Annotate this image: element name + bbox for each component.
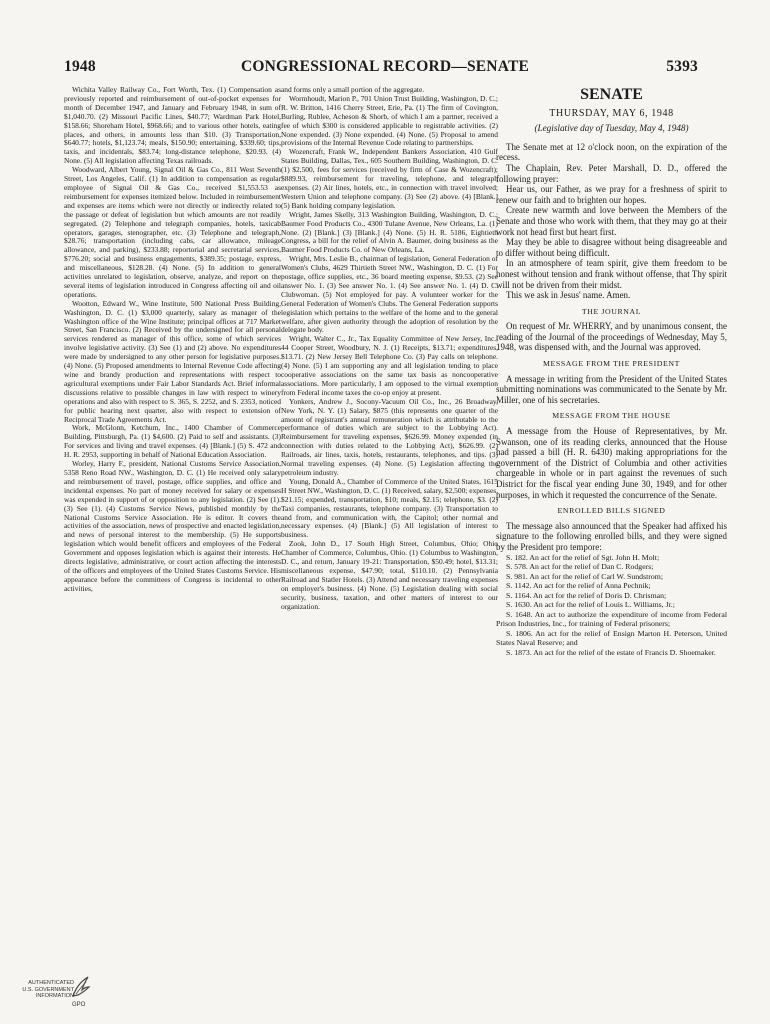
bill-item: S. 1164. An act for the relief of Doris D. Chrisman; — [506, 590, 667, 600]
paragraph: Wichita Valley Railway Co., Fort Worth, Tex. (1) Compensation as previously reported and reimbursement of out-of-pocket expenses for month of December 1947, and January and February 1948, in sum of $1,040.70. (2) Missouri Pacific Lines, $40.77; Wardman Park Hotel, $158.66; Shoreham Hotel, $968.66; and to various other hotels, eating places, and others, in amounts less than $10. (3) Transportation, $640.77; hotels, $1,123.74; meals, $150.90; entertaining, $339.60; tips, taxis, and incidentals, $83.74; long-distance telephone, $20.93. (4) None. (5) All legislation affecting Texas railroads. — [64, 86, 281, 166]
section-heading: MESSAGE FROM THE PRESIDENT — [543, 359, 680, 369]
paragraph: A message from the House of Representatives, by Mr. Swanson, one of its reading clerks, announced that the House had passed a bill (H. R. 6430) making appropriations for the government of the District of Columbia and other activities chargeable in whole or in part against the revenues of such District for the fiscal year ending June 30, 1949, and for other purposes, in which it requested the concurrence of the Senate. — [496, 426, 727, 500]
paragraph: A message in writing from the President of the United States submitting nominations was communicated to the Senate by Mr. Miller, one of his secretaries. — [496, 373, 727, 405]
paragraph: In an atmosphere of team spirit, give them freedom to be honest without tension and frank without offense, that Thy spirit will not be driven from their midst. — [496, 258, 727, 290]
paragraph: Wright, Walter C., Jr., Tax Equality Committee of New Jersey, Inc., 44 Cooper Street, Woodbury, N. J. (1) Receipts, $13.71; expenditures, $13.71. (2) New Jersey Bell Telephone Co. (3) Pay calls on telephone. (4) None. (5) I am supporting any and all legislation tending to place cooperative associations on the same tax basis as noncooperative associations. More particularly, I am opposed to the virtual exemption from Federal income taxes the co-op enjoy at present. — [281, 334, 498, 397]
section-heading: ENROLLED BILLS SIGNED — [557, 506, 666, 516]
gpo-label: GPO — [72, 1002, 86, 1008]
paragraph: Wormhoudt, Marion P., 701 Union Trust Building, Washington, D. C.; R. W. Britton, 1416 Cherry Street, Erie, Pa. (1) The firm of Covington, Burling, Rublee, Acheson & Shorb, of which I am a partner, received a fee of which $300 is considered applicable to registrable activities. (2) None expended. (3) None expended. (4) None. (5) Proposal to amend provisions of the Internal Revenue Code relating to partnerships. — [281, 93, 498, 148]
stamp-text: AUTHENTICATED U.S. GOVERNMENT INFORMATION — [22, 980, 74, 999]
column-left — [64, 86, 281, 956]
paragraph: Wright, James Skelly, 313 Washington Building, Washington, D. C.; Baumer Food Products Co., 4300 Tulane Avenue, New Orleans, La. (1) None. (2) [Blank.] (3) [Blank.] (4) None. (5) H. R. 5186, Eightieth Congress, a bill for the relief of Alvin A. Baumer, doing business as the Baumer Food Products Co. of New Orleans, La. — [281, 209, 498, 255]
bill-item: S. 1630. An act for the relief of Louis L. Williams, Jr.; — [506, 600, 675, 610]
paragraph: Worley, Harry F., president, National Customs Service Association, 5358 Reno Road NW., Washington, D. C. (1) He received only salary and reimbursement of travel, postage, office supplies, and office and incidental expenses. No part of money received for salary or expenses was expended in support of or opposition to any legislation. (2) See (1). (3) See (1). (4) Customs Service News, published monthly by the National Customs Service Association. He is editor. It covers the activities of the association, news of prospective and enacted legislation, and news of personal interest to the membership. (5) He supports legislation which would benefit officers and employees of the Federal Government and opposes legislation which is against their interests. He directs legislative, administrative, or court action affecting the interests of the officers and employees of the United States Customs Service. His appearance before the committees of Congress is incidental to other activities, — [64, 459, 281, 593]
eagle-seal-icon — [70, 974, 92, 1000]
record-title: CONGRESSIONAL RECORD—SENATE — [240, 58, 530, 75]
column-right — [496, 86, 727, 946]
paragraph: The Chaplain, Rev. Peter Marshall, D. D., offered the following prayer: — [496, 162, 727, 184]
page-number: 5393 — [666, 58, 698, 75]
paragraph: Wozencraft, Frank W., Independent Bankers Association, 410 Gulf States Building, Dallas, Tex., 605 Southern Building, Washington, D. C. (1) $2,500, fees for services (received by firm of Case & Wozencraft); $889.93, reimbursement for traveling, telephone, and telegraph expenses. (2) Air lines, hotels, etc., in connection with travel involved; Western Union and telephone company. (3) See (2) above. (4) [Blank.] (5) Bank holding company legislation. — [281, 147, 498, 210]
paragraph: May they be able to disagree without being disagreeable and to differ without being difficult. — [496, 237, 727, 258]
column-middle — [281, 86, 498, 956]
paragraph: The message also announced that the Speaker had affixed his signature to the following enrolled bills, and they were signed by the President pro tempore: — [496, 520, 727, 552]
year: 1948 — [64, 58, 96, 75]
paragraph: Young, Donald A., Chamber of Commerce of the United States, 1615 H Street NW., Washington, D. C. (1) Received, salary, $2,500; expenses, $21.15; expended, transportation, $10; meals, $2.15; telephone, $3. (2) Taxi companies, restaurants, telephone company. (3) Transportation to and from, and communication with, the Capitol; other normal and necessary expenses. (4) [Blank.] (5) All legislation of interest to business. — [281, 476, 498, 540]
paragraph: This we ask in Jesus' name. Amen. — [506, 290, 631, 301]
paragraph: Work, McGlonn, Ketchum, Inc., 1400 Chamber of Commerce Building, Pittsburgh, Pa. (1) $4,600. (2) Paid to self and assistants. (3) For services and living and travel expenses. (4) [Blank.] (5) S. 472 and H. R. 2953, supporting in behalf of National Education Association. — [64, 423, 281, 460]
page-header — [0, 58, 770, 82]
paragraph: Create new warmth and love between the Members of the Senate and those who work with them, that they may go at their work not head first but heart first. — [496, 205, 727, 237]
bill-item: S. 182. An act for the relief of Sgt. John H. Molt; — [506, 552, 660, 562]
bill-item: S. 578. An act for the relief of Dan C. Rodgers; — [506, 562, 654, 572]
paragraph: Yonkers, Andrew J., Socony-Vacuum Oil Co., Inc., 26 Broadway, New York, N. Y. (1) Salary, $875 (this represents one quarter of the amount of registrant's annual remuneration which is attributable to the performance of duties which are subject to the Lobbying Act). Reimbursement for traveling expenses, $626.99. Money expended (in connection with duties related to the Lobbying Act), $626.99. (2) Railroads, air lines, taxis, hotels, restaurants, telephones, and tips. (3) Normal traveling expenses. (4) None. (5) Legislation affecting the petroleum industry. — [281, 396, 498, 477]
bill-item: S. 1142. An act for the relief of Anna Pechnik; — [506, 581, 651, 591]
bill-item: S. 1648. An act to authorize the expenditure of income from Federal Prison Industries, Inc., for training of Federal prisoners; — [496, 609, 727, 629]
paragraph: Hear us, our Father, as we pray for a freshness of spirit to renew our faith and to brighten our hopes. — [496, 184, 727, 205]
legislative-day: (Legislative day of Tuesday, May 4, 1948) — [534, 123, 689, 134]
gpo-authentication-stamp — [18, 972, 90, 1012]
section-heading: MESSAGE FROM THE HOUSE — [552, 411, 671, 421]
bill-item: S. 981. An act for the relief of Carl W. Sundstrom; — [506, 571, 663, 581]
session-date: THURSDAY, MAY 6, 1948 — [549, 107, 674, 119]
paragraph: and forms only a small portion of the aggregate. — [281, 86, 425, 94]
bill-item: S. 1873. An act for the relief of the estate of Francis D. Shoemaker. — [506, 647, 716, 657]
paragraph: Wootton, Edward W., Wine Institute, 500 National Press Building, Washington, D. C. (1) $3,000 quarterly, salary as manager of the Washington office of the Wine Institute; principal offices at 717 Market Street, San Francisco. (2) Received by the undersigned for all personal services rendered as manager of this office, some of which services involve legislative activity. (3) See (1) and (2) above. No expenditures were made by undersigned to any other person for legislative purposes. (4) None. (5) Proposed amendments to Internal Revenue Code affecting wine and brandy production and representations with respect to agricultural exemptions under Fair Labor Standards Act. Brief informal discussions relative to possible changes in law with respect to winery operations and also with respect to S. 365, S. 2252, and S. 2353, noticed for public hearing next quarter, also with respect to extension of Reciprocal Trade Agreements Act. — [64, 298, 281, 424]
paragraph: The Senate met at 12 o'clock noon, on the expiration of the recess. — [496, 141, 727, 163]
paragraph: On request of Mr. WHERRY, and by unanimous consent, the reading of the Journal of the proceedings of Wednesday, May 5, 1948, was dispensed with, and the Journal was approved. — [496, 321, 727, 353]
section-heading: THE JOURNAL — [581, 306, 642, 316]
paragraph: Zook, John D., 17 South High Street, Columbus, Ohio; Ohio Chamber of Commerce, Columbus, Ohio. (1) Columbus to Washington, D. C., and return, January 19-21: Transportation, $50.49; hotel, $13.31; miscellaneous expense, $47.90; total, $110.10. (2) Pennsylvania Railroad and Statler Hotels. (3) Attend and necessary traveling expenses on employer's business. (4) None. (5) Legislation dealing with social security, business, taxation, and other matters of interest to our organization. — [281, 539, 498, 611]
senate-heading: SENATE — [580, 86, 643, 103]
paragraph: Wright, Mrs. Leslie B., chairman of legislation, General Federation of Women's Clubs, 4629 Thirtieth Street NW., Washington, D. C. (1) For postage, office supplies, etc., 36 board meeting expense, $9.53. (2) See answer No. 1. (3) See answer No. 1. (4) See answer No. 1. (4) D. C. Clubwoman. (5) Not employed for pay. A volunteer worker for the General Federation of Women's Clubs. The General Federation supports legislation which pertains to the welfare of the home and to the general welfare, after given authority through the adoption of resolution by the delegate body. — [281, 254, 498, 335]
paragraph: Woodward, Albert Young, Signal Oil & Gas Co., 811 West Seventh Street, Los Angeles, Calif. (1) In addition to compensation as regular employee of Signal Oil & Gas Co., received $1,553.53 as reimbursement for expenses itemized below. Included in reimbursement and expenses are items which were not directly or indirectly related to the passage or defeat of legislation but which amounts are not readily segregated. (2) Telephone and telegraph companies, hotels, taxicab operators, garages, stenographer, etc. (3) Telephone and telegraph, $28.76; transportation (including cabs, car allowance, mileage allowance, and parking), $233.88; reportorial and secretarial services, $776.20; social and business engagements, $389.35; postage, express, and miscellaneous, $128.28. (4) None. (5) In addition to general activities unrelated to legislation, observe, analyze, and report on the several items of legislation introduced in Congress affecting oil and oil operations. — [64, 165, 281, 299]
bill-item: S. 1806. An act for the relief of Ensign Marton H. Peterson, United States Naval Reserve; and — [496, 628, 727, 648]
